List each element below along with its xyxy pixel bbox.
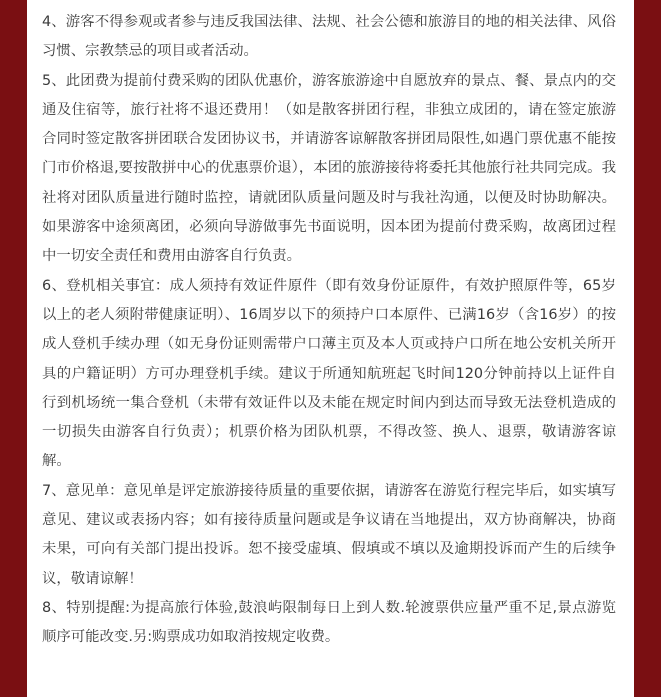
notice-content — [27, 0, 634, 697]
note-item-4: 4、游客不得参观或者参与违反我国法律、法规、社会公德和旅游目的地的相关法律、风俗习惯、宗教禁忌的项目或者活动。 — [42, 14, 616, 60]
note-item-8: 8、特别提醒:为提高旅行体验,鼓浪屿限制每日上到人数.轮渡票供应量严重不足,景点游览顺序可能改变.另:购票成功如取消按规定收费。 — [42, 599, 616, 646]
note-item-6: 6、登机相关事宜：成人须持有效证件原件（即有效身份证原件，有效护照原件等，65岁以上的老人须附带健康证明）、16周岁以下的须持户口本原件、已满16岁（含16岁）的按成人登机手续办理（如无身份证则需带户口薄主页及本人页或持户口所在地公安机关所开具的户籍证明）方可办理登机手续。建议于所通知航班起飞时间120分钟前持以上证件自行到机场统一集合登机（未带有效证件以及未能在规定时间内到达而导致无法登机造成的一切损失由游客自行负责）；机票价格为团队机票，不得改签、换人、退票，敬请游客谅解。 — [42, 277, 616, 470]
note-item-7: 7、意见单：意见单是评定旅游接待质量的重要依据，请游客在游览行程完毕后，如实填写意见、建议或表扬内容；如有接待质量问题或是争议请在当地提出，双方协商解决，协商未果，可向有关部门提出投诉。恕不接受虚填、假填或不填以及逾期投诉而产生的后续争议，敬请谅解！ — [42, 482, 616, 587]
note-item-5: 5、此团费为提前付费采购的团队优惠价，游客旅游途中自愿放弃的景点、餐、景点内的交通及住宿等，旅行社将不退还费用！（如是散客拼团行程，非独立成团的，请在签定旅游合同时签定散客拼团联合发团协议书，并请游客谅解散客拼团局限性,如遇门票优惠不能按门市价格退,要按散拼中心的优惠票价退），本团的旅游接待将委托其他旅行社共同完成。我社将对团队质量进行随时监控，请就团队质量问题及时与我社沟通，以便及时协助解决。如果游客中途须离团，必须向导游做事先书面说明，因本团为提前付费采购，故离团过程中一切安全责任和费用由游客自行负责。 — [42, 72, 616, 265]
